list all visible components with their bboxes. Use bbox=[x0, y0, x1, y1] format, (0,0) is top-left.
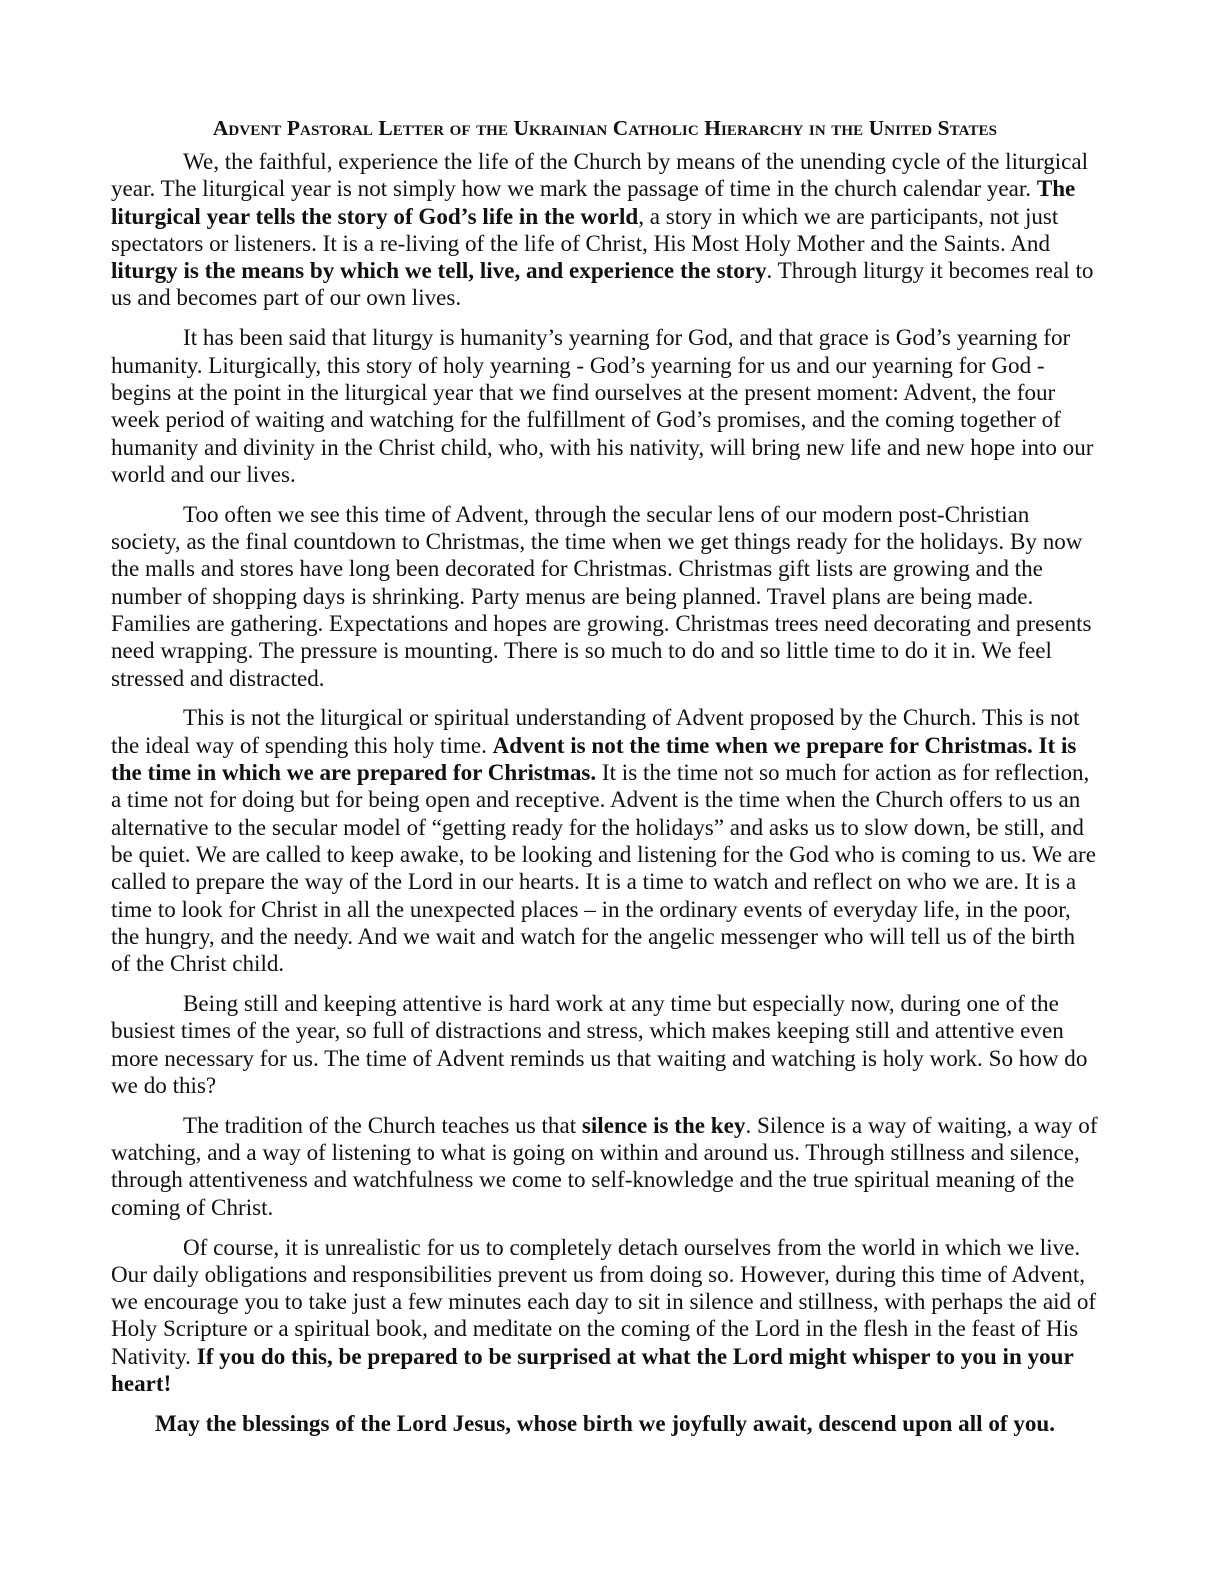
paragraph-text: It has been said that liturgy is humanity’s yearning for God, and that grace is God’s yearning for humanity. Liturgically, this story of holy yearning - God’s yearning for us and our yearning for God - begins at the point in the liturgical year that we find ourselves at the present moment: Advent, the four week period of waiting and watching for the fulfillment of God’s promises, and the coming together of humanity and divinity in the Christ child, who, with his nativity, will bring new life and new hope into our world and our lives. bbox=[111, 324, 1094, 487]
paragraph bbox=[111, 501, 1099, 692]
paragraph-text: Being still and keeping attentive is hard work at any time but especially now, during one of the busiest times of the year, so full of distractions and stress, which makes keeping still and attentive even more necessary for us. The time of Advent reminds us that waiting and watching is holy work. So how do we do this? bbox=[111, 989, 1088, 1098]
paragraph-text: Of course, it is unrealistic for us to completely detach ourselves from the world in which we live. Our daily obligations and responsibilities prevent us from doing so. However, during this time of Advent, we encourage you to take just a few minutes each day to sit in silence and stillness, with perhaps the aid of Holy Scripture or a spiritual book, and meditate on the coming of the Lord in the flesh in the feast of His Nativity. bbox=[111, 1233, 1097, 1369]
document-page bbox=[111, 112, 1099, 1437]
paragraph-text: It is the time not so much for action as for reflection, a time not for doing but for being open and receptive. Advent is the time when the Church offers to us an alternative to the secular model of “getting ready for the holidays” and asks us to slow down, be still, and be quiet. We are called to keep awake, to be looking and listening for the God who is coming to us. We are called to prepare the way of the Lord in our hearts. It is a time to watch and reflect on who we are. It is a time to look for Christ in all the unexpected places – in the ordinary events of everyday life, in the poor, the hungry, and the needy. And we wait and watch for the angelic messenger who will tell us of the birth of the Christ child. bbox=[111, 759, 1096, 977]
paragraph-text: Too often we see this time of Advent, through the secular lens of our modern post-Christian society, as the final countdown to Christmas, the time when we get things ready for the holidays. By now the malls and stores have long been decorated for Christmas. Christmas gift lists are growing and the number of shopping days is shrinking. Party menus are being planned. Travel plans are being made. Families are gathering. Expectations and hopes are growing. Christmas trees need decorating and presents need wrapping. The pressure is mounting. There is so much to do and so little time to do it in. We feel stressed and distracted. bbox=[111, 500, 1092, 691]
paragraph bbox=[111, 1234, 1099, 1398]
paragraph bbox=[111, 990, 1099, 1099]
paragraph bbox=[111, 704, 1099, 977]
emphasis-text: silence is the key bbox=[581, 1111, 746, 1138]
emphasis-text: If you do this, be prepared to be surprised at what the Lord might whisper to you in your heart! bbox=[111, 1342, 1074, 1397]
paragraph bbox=[111, 148, 1099, 312]
paragraph-text: The tradition of the Church teaches us that bbox=[183, 1111, 582, 1138]
paragraph-text: We, the faithful, experience the life of the Church by means of the unending cycle of the liturgical year. The liturgical year is not simply how we mark the passage of time in the church calendar year. bbox=[111, 148, 1089, 202]
document-title: Advent Pastoral Letter of the Ukrainian Catholic Hierarchy in the United States bbox=[212, 116, 998, 140]
paragraph bbox=[111, 1112, 1099, 1221]
paragraph-text: This is not the liturgical or spiritual understanding of Advent proposed by the Church. This is not the ideal way of spending this holy time. bbox=[111, 704, 1080, 758]
paragraph-text: . Silence is a way of waiting, a way of watching, and a way of listening to what is going on within and around us. Through stillness and silence, through attentiveness and watchfulness we come to self-knowledge and the true spiritual meaning of the coming of Christ. bbox=[111, 1111, 1098, 1220]
emphasis-text: Advent is not the time when we prepare for Christmas. It is the time in which we are prepared for Christmas. bbox=[111, 731, 1077, 786]
closing-blessing: May the blessings of the Lord Jesus, whose birth we joyfully await, descend upon all of you. bbox=[154, 1409, 1056, 1436]
emphasis-text: The liturgical year tells the story of God’s life in the world bbox=[111, 175, 1076, 229]
emphasis-text: liturgy is the means by which we tell, live, and experience the story bbox=[111, 257, 767, 284]
paragraph-text: , a story in which we are participants, not just spectators or listeners. It is a re-living of the life of Christ, His Most Holy Mother and the Saints. And bbox=[111, 202, 1059, 256]
paragraph bbox=[111, 324, 1099, 488]
paragraph-text: . Through liturgy it becomes real to us and becomes part of our own lives. bbox=[111, 257, 1094, 311]
